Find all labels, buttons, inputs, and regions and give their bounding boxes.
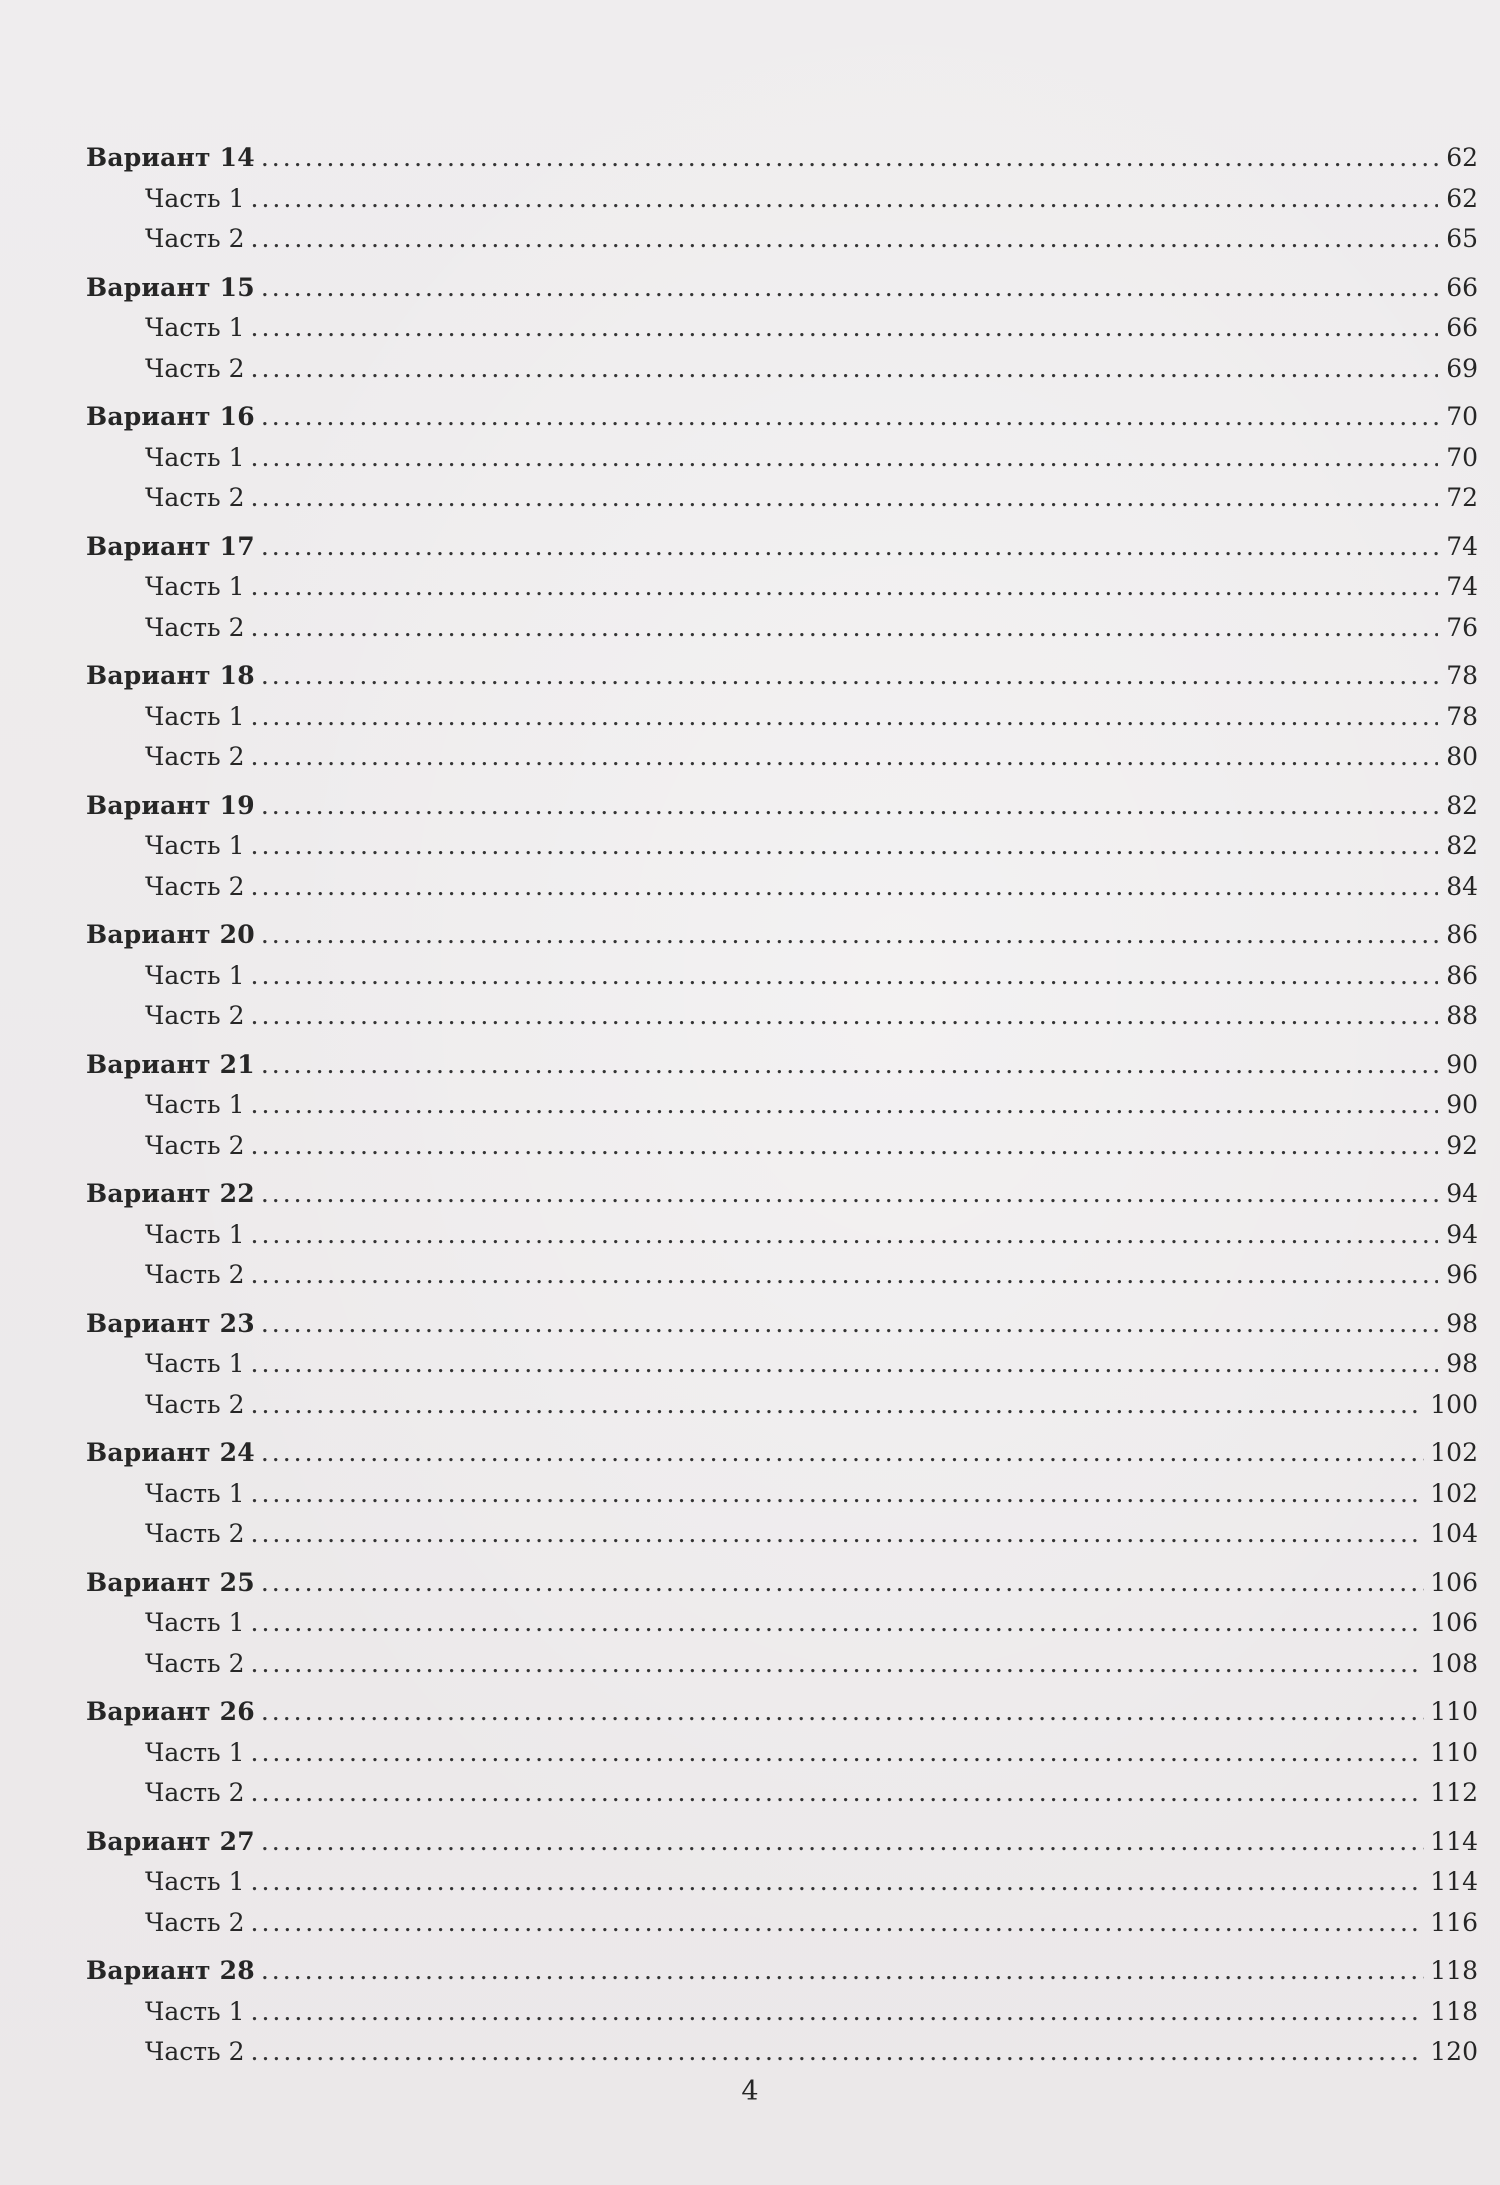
part-page-number: 104: [1430, 1519, 1478, 1548]
dot-leader: [261, 656, 1438, 696]
part-page-number: 86: [1446, 960, 1478, 990]
part-page-number: 82: [1446, 831, 1478, 860]
part-entry: [86, 2032, 1478, 2073]
variant-entry: [86, 915, 1478, 956]
toc-variant-group: [86, 527, 1478, 649]
dot-leader: [251, 438, 1438, 478]
part-page-number: 70: [1446, 442, 1478, 472]
variant-page-number: 102: [1430, 1438, 1478, 1467]
variant-title: Вариант 14: [86, 143, 255, 172]
dot-leader: [261, 1822, 1424, 1862]
variant-entry: [86, 268, 1478, 309]
variant-title: Вариант 20: [86, 920, 255, 949]
part-title: Часть 1: [145, 183, 245, 213]
toc-variant-group: [86, 1692, 1478, 1814]
part-entry: [86, 867, 1478, 908]
variant-entry: [86, 1433, 1478, 1474]
part-page-number: 92: [1446, 1130, 1478, 1160]
part-title: Часть 2: [145, 2037, 245, 2066]
variant-title: Вариант 27: [86, 1826, 255, 1856]
part-title: Часть 1: [145, 1996, 245, 2026]
part-page-number: 100: [1430, 1389, 1478, 1419]
part-page-number: 66: [1446, 313, 1478, 342]
dot-leader: [251, 1992, 1425, 2032]
part-title: Часть 2: [145, 483, 245, 512]
part-title: Часть 2: [145, 742, 245, 771]
dot-leader: [251, 1255, 1438, 1295]
part-page-number: 102: [1430, 1478, 1478, 1508]
variant-title: Вариант 26: [86, 1697, 255, 1726]
part-entry: [86, 996, 1478, 1037]
variant-entry: [86, 1822, 1478, 1863]
part-page-number: 120: [1430, 2037, 1478, 2066]
part-entry: [86, 737, 1478, 778]
dot-leader: [251, 1514, 1425, 1554]
part-entry: [86, 1085, 1478, 1126]
part-title: Часть 1: [145, 1478, 245, 1508]
variant-page-number: 98: [1446, 1308, 1478, 1338]
dot-leader: [261, 1304, 1438, 1344]
part-title: Часть 2: [145, 1648, 245, 1678]
part-page-number: 78: [1446, 701, 1478, 731]
part-entry: [86, 478, 1478, 519]
dot-leader: [261, 1174, 1438, 1214]
variant-title: Вариант 24: [86, 1438, 255, 1467]
part-entry: [86, 1385, 1478, 1426]
dot-leader: [251, 349, 1438, 389]
part-entry: [86, 1992, 1478, 2033]
part-entry: [86, 1644, 1478, 1685]
dot-leader: [261, 1692, 1424, 1732]
part-page-number: 96: [1446, 1260, 1478, 1289]
dot-leader: [251, 179, 1438, 219]
dot-leader: [251, 1126, 1438, 1166]
dot-leader: [261, 1045, 1438, 1085]
part-page-number: 110: [1430, 1737, 1478, 1767]
variant-title: Вариант 15: [86, 272, 255, 302]
table-of-contents: [86, 138, 1478, 2081]
dot-leader: [251, 737, 1438, 777]
part-title: Часть 2: [145, 1001, 245, 1030]
toc-variant-group: [86, 1951, 1478, 2073]
variant-entry: [86, 1174, 1478, 1215]
part-title: Часть 2: [145, 1519, 245, 1548]
part-title: Часть 1: [145, 831, 245, 860]
toc-variant-group: [86, 1822, 1478, 1944]
page-number: 4: [741, 2076, 759, 2107]
part-title: Часть 2: [145, 224, 245, 253]
part-entry: [86, 1603, 1478, 1644]
variant-title: Вариант 19: [86, 790, 255, 820]
dot-leader: [261, 1951, 1424, 1991]
part-entry: [86, 1733, 1478, 1774]
part-entry: [86, 608, 1478, 649]
part-title: Часть 1: [145, 701, 245, 731]
part-title: Часть 2: [145, 1260, 245, 1289]
part-title: Часть 1: [145, 1219, 245, 1249]
dot-leader: [261, 915, 1438, 955]
part-page-number: 62: [1446, 183, 1478, 213]
dot-leader: [251, 996, 1438, 1036]
variant-page-number: 114: [1430, 1826, 1478, 1856]
toc-variant-group: [86, 138, 1478, 260]
part-entry: [86, 1215, 1478, 1256]
variant-entry: [86, 786, 1478, 827]
dot-leader: [251, 1385, 1425, 1425]
part-entry: [86, 1773, 1478, 1814]
variant-page-number: 62: [1446, 143, 1478, 172]
variant-title: Вариант 16: [86, 402, 255, 431]
variant-page-number: 78: [1446, 661, 1478, 690]
part-entry: [86, 1255, 1478, 1296]
variant-page-number: 82: [1446, 790, 1478, 820]
variant-entry: [86, 1692, 1478, 1733]
toc-variant-group: [86, 1304, 1478, 1426]
part-page-number: 94: [1446, 1219, 1478, 1249]
part-page-number: 76: [1446, 612, 1478, 642]
variant-page-number: 70: [1446, 402, 1478, 431]
part-page-number: 114: [1430, 1867, 1478, 1896]
variant-entry: [86, 1951, 1478, 1992]
variant-title: Вариант 17: [86, 531, 255, 561]
dot-leader: [251, 956, 1438, 996]
part-title: Часть 1: [145, 1349, 245, 1378]
part-page-number: 72: [1446, 483, 1478, 512]
dot-leader: [251, 867, 1438, 907]
dot-leader: [251, 1215, 1438, 1255]
part-entry: [86, 1344, 1478, 1385]
toc-variant-group: [86, 1563, 1478, 1685]
variant-title: Вариант 21: [86, 1049, 255, 1079]
dot-leader: [251, 478, 1438, 518]
part-page-number: 84: [1446, 871, 1478, 901]
part-entry: [86, 956, 1478, 997]
variant-page-number: 74: [1446, 531, 1478, 561]
variant-entry: [86, 656, 1478, 697]
dot-leader: [251, 1862, 1425, 1902]
variant-entry: [86, 527, 1478, 568]
variant-page-number: 90: [1446, 1049, 1478, 1079]
part-title: Часть 1: [145, 313, 245, 342]
part-page-number: 90: [1446, 1090, 1478, 1119]
variant-entry: [86, 1563, 1478, 1604]
dot-leader: [261, 268, 1438, 308]
part-title: Часть 1: [145, 960, 245, 990]
part-page-number: 69: [1446, 353, 1478, 383]
part-entry: [86, 438, 1478, 479]
toc-variant-group: [86, 1045, 1478, 1167]
part-page-number: 112: [1430, 1778, 1478, 1807]
part-title: Часть 1: [145, 1608, 245, 1637]
variant-entry: [86, 397, 1478, 438]
dot-leader: [251, 826, 1438, 866]
dot-leader: [251, 308, 1438, 348]
part-page-number: 80: [1446, 742, 1478, 771]
variant-title: Вариант 25: [86, 1567, 255, 1597]
toc-variant-group: [86, 268, 1478, 390]
dot-leader: [251, 2032, 1425, 2072]
dot-leader: [251, 1773, 1425, 1813]
part-entry: [86, 219, 1478, 260]
part-title: Часть 1: [145, 442, 245, 472]
dot-leader: [251, 567, 1438, 607]
part-entry: [86, 697, 1478, 738]
part-title: Часть 2: [145, 871, 245, 901]
part-entry: [86, 567, 1478, 608]
variant-page-number: 118: [1430, 1956, 1478, 1985]
part-page-number: 108: [1430, 1648, 1478, 1678]
variant-page-number: 106: [1430, 1567, 1478, 1597]
dot-leader: [251, 1644, 1425, 1684]
variant-title: Вариант 22: [86, 1179, 255, 1208]
part-entry: [86, 1474, 1478, 1515]
dot-leader: [251, 1474, 1425, 1514]
part-page-number: 65: [1446, 224, 1478, 253]
dot-leader: [251, 219, 1438, 259]
part-entry: [86, 308, 1478, 349]
part-page-number: 118: [1430, 1996, 1478, 2026]
dot-leader: [261, 786, 1438, 826]
part-title: Часть 2: [145, 1130, 245, 1160]
dot-leader: [261, 397, 1438, 437]
part-page-number: 106: [1430, 1608, 1478, 1637]
part-title: Часть 2: [145, 1389, 245, 1419]
part-page-number: 98: [1446, 1349, 1478, 1378]
dot-leader: [251, 1903, 1425, 1943]
part-entry: [86, 179, 1478, 220]
variant-title: Вариант 23: [86, 1308, 255, 1338]
part-title: Часть 1: [145, 1867, 245, 1896]
part-entry: [86, 1126, 1478, 1167]
part-title: Часть 2: [145, 1907, 245, 1937]
dot-leader: [251, 1733, 1425, 1773]
part-entry: [86, 826, 1478, 867]
part-page-number: 116: [1430, 1907, 1478, 1937]
part-entry: [86, 1903, 1478, 1944]
toc-variant-group: [86, 656, 1478, 778]
part-title: Часть 1: [145, 1090, 245, 1119]
part-page-number: 88: [1446, 1001, 1478, 1030]
toc-variant-group: [86, 1433, 1478, 1555]
variant-page-number: 66: [1446, 272, 1478, 302]
variant-entry: [86, 1045, 1478, 1086]
dot-leader: [261, 527, 1438, 567]
dot-leader: [261, 138, 1438, 178]
part-entry: [86, 1514, 1478, 1555]
part-title: Часть 2: [145, 353, 245, 383]
part-entry: [86, 1862, 1478, 1903]
variant-title: Вариант 18: [86, 661, 255, 690]
toc-variant-group: [86, 397, 1478, 519]
toc-variant-group: [86, 915, 1478, 1037]
toc-variant-group: [86, 1174, 1478, 1296]
dot-leader: [261, 1563, 1424, 1603]
dot-leader: [251, 1603, 1425, 1643]
dot-leader: [251, 697, 1438, 737]
variant-page-number: 94: [1446, 1179, 1478, 1208]
part-entry: [86, 349, 1478, 390]
dot-leader: [251, 608, 1438, 648]
dot-leader: [251, 1344, 1438, 1384]
part-title: Часть 1: [145, 572, 245, 601]
part-title: Часть 2: [145, 1778, 245, 1807]
variant-page-number: 86: [1446, 920, 1478, 949]
variant-entry: [86, 138, 1478, 179]
variant-title: Вариант 28: [86, 1956, 255, 1985]
part-page-number: 74: [1446, 572, 1478, 601]
toc-variant-group: [86, 786, 1478, 908]
part-title: Часть 1: [145, 1737, 245, 1767]
dot-leader: [261, 1433, 1424, 1473]
part-title: Часть 2: [145, 612, 245, 642]
dot-leader: [251, 1085, 1438, 1125]
variant-page-number: 110: [1430, 1697, 1478, 1726]
variant-entry: [86, 1304, 1478, 1345]
